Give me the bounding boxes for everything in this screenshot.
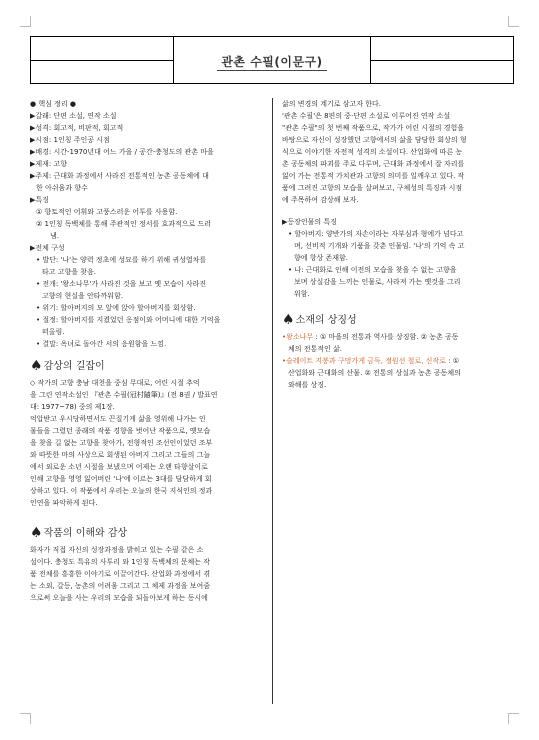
summary-structure-1-cont: 타고 고향을 찾음.	[42, 268, 97, 276]
summary-viewpoint: ▶시점: 1인칭 주인공 시점	[30, 136, 110, 144]
summary-subject: ▶제재: 고향	[30, 160, 68, 168]
header-table	[30, 36, 514, 84]
summary-structure-4-cont: 떠올림.	[42, 328, 65, 336]
symbol-desc-cont: 체의 전통적인 삶.	[288, 345, 343, 353]
summary-setting: ▶배경: 시간-1970년대 어느 가을 / 공간-충청도의 관촌 마을	[30, 148, 214, 156]
body-line: 에 주목하여 감상해 보자.	[282, 196, 359, 204]
header-cell-right-bottom	[371, 60, 514, 84]
summary-structure-2-cont: 고향의 현실을 안타까워함.	[42, 292, 124, 300]
body-line: 품 전체를 흥흥한 이야기로 이끌어간다. 산업화 과정에서 겪	[30, 570, 211, 578]
crop-mark-bottom-left	[20, 713, 31, 724]
characters-heading: ▶등장인물의 특징	[282, 218, 337, 226]
spade-icon: ♠	[282, 312, 295, 328]
body-line: 설이다. 충청도 특유의 사투리 와 1인칭 독백체의 문체는 작	[30, 558, 211, 566]
summary-heading: ● 핵심 정리 ●	[30, 100, 76, 108]
crop-mark-top-left	[20, 16, 31, 27]
body-line: 촌 공동체의 파괴를 주로 다루며, 근대화 과정에서 잘 자리를	[282, 160, 465, 168]
body-line: 을 찾을 길 없는 고향을 찾아가, 전형적인 조선인이었던 조부	[30, 439, 213, 447]
body-line: 식으로 이야기한 자전적 성격의 소설이다. 산업화에 따른 농	[282, 148, 463, 156]
body-line: "관촌 수필"의 첫 번째 작품으로, 작가가 어린 시절의 경험을	[282, 124, 464, 132]
summary-features-heading: ▶특징	[30, 196, 49, 204]
section-heading-understanding-text: 작품의 이해와 감상	[43, 528, 128, 539]
symbol-item-pine	[282, 331, 514, 343]
symbol-desc-cont: 산업화와 근대화의 산물. ② 전통의 상실과 농촌 공동체의	[288, 369, 461, 377]
crop-mark-top-right	[508, 16, 519, 27]
header-title-cell	[174, 37, 371, 84]
body-line: 는 소외, 갈등, 농촌의 어려움 그리고 그 체제 과정을 보여줌	[30, 582, 211, 590]
character-grandfather-cont: 향에 항상 존재함.	[294, 254, 349, 262]
spade-icon: ♠	[30, 358, 43, 374]
body-line: 억압받고 우시당하면서도 끈질기게 삶을 영위해 나가는 인	[30, 415, 206, 423]
body-line: 와 따뜻한 마의 사상으로 회생된 아버지 그리고 그들의 그늘	[30, 451, 211, 459]
header-cell-left-bottom	[31, 60, 174, 84]
spacer	[282, 206, 514, 216]
body-line: 화자가 직접 자신의 성장과정을 밝히고 있는 수필 같은 소	[30, 546, 204, 554]
summary-structure-4: • 절정: 할아버지를 지켰었던 옹점이와 어머니에 대한 기억을	[36, 316, 221, 324]
summary-character: ▶성격: 회고적, 비판적, 회고적	[30, 124, 124, 132]
section-heading-understanding	[30, 527, 268, 540]
character-narrator-cont: 보며 상실감을 느끼는 인물로, 사라져 가는 옛것을 그리	[294, 278, 461, 286]
right-column	[282, 98, 514, 704]
summary-feature-2-cont: 냄.	[50, 232, 59, 240]
header-cell-right-top	[371, 37, 514, 61]
section-heading-symbolism	[282, 314, 514, 327]
symbol-desc: : ①	[445, 357, 460, 365]
summary-block	[30, 98, 268, 350]
symbol-desc: : ① 마을의 전통과 역사를 상징함. ② 농촌 공동	[313, 333, 459, 341]
crop-mark-bottom-right	[508, 713, 519, 724]
body-line: 인해 고향을 영영 잃어버린 '나'에 이르는 3대를 담담하게 회	[30, 475, 212, 483]
section-heading-appreciation	[30, 360, 268, 373]
body-line: 을 그린 연작소설인 『관촌 수필(冠村隨筆)』(전 8권 / 발표연	[30, 391, 218, 399]
body-line: 바탕으로 자신이 성장했던 고향에서의 삶을 담담한 회상의 형	[282, 136, 467, 144]
summary-genre: ▶갈래: 단편 소설, 연작 소설	[30, 112, 117, 120]
body-line: 삶의 변경의 계기로 삼고자 한다.	[282, 100, 382, 108]
characters-list	[282, 228, 514, 300]
spade-icon: ♠	[30, 525, 43, 541]
character-narrator-cont: 워함.	[294, 290, 310, 298]
symbol-label: •왕소나무	[282, 333, 314, 341]
symbol-list	[282, 331, 514, 391]
body-line: 대: 1977~78) 중의 제1장.	[30, 403, 115, 411]
left-column	[30, 98, 273, 704]
page-title: 관촌 수필(이문구)	[217, 55, 326, 71]
summary-structure-1: • 발단: '나'는 양력 정초에 성묘를 하기 위해 귀성열차를	[36, 256, 207, 264]
summary-structure-heading: ▶전체 구성	[30, 244, 65, 252]
understanding-body	[30, 544, 268, 604]
symbol-item-modern	[282, 355, 514, 367]
body-line: 인연을 파악하게 된다.	[30, 499, 98, 507]
body-line: 잃어 가는 전통적 가치관과 고향의 의미를 일깨우고 있다. 작	[282, 172, 465, 180]
symbol-desc-cont: 와해를 상징.	[288, 381, 327, 389]
appreciation-body	[30, 377, 268, 509]
body-line: 으로써 오늘을 사는 우리의 모습을 되돌아보게 하는 동시에	[30, 594, 208, 602]
summary-structure-2: • 전개: '왕소나무'가 사라진 것을 보고 옛 모습이 사라진	[36, 280, 207, 288]
summary-feature-2: ② 1인칭 독백체를 통해 주관적인 정서를 효과적으로 드러	[36, 220, 212, 228]
summary-feature-1: ① 향토적인 어휘와 고풍스러운 어투를 사용함.	[36, 208, 178, 216]
character-grandfather: • 할아버지: 양반가의 자손이라는 자부심과 형에가 넘다고	[288, 230, 464, 238]
right-intro-body	[282, 98, 514, 206]
body-line: '관촌 수필'은 8편의 중·단편 소설로 이루어진 연작 소설	[282, 112, 451, 120]
character-grandfather-cont: 며, 선비적 기개와 기품을 갖춘 인물임. '나'의 기억 속 고	[294, 242, 465, 250]
body-line: 에서 외로운 소년 시절을 보냈으며 어제는 오랜 타향살이로	[30, 463, 208, 471]
header-cell-left	[31, 37, 174, 61]
summary-theme-cont: 한 아쉬움과 향수	[36, 184, 88, 192]
character-narrator: • 나: 근대화로 인해 이전의 모습을 찾을 수 없는 고향을	[288, 266, 457, 274]
summary-theme: ▶주제: 근대화 과정에서 사라진 전통적인 농촌 공동체에 대	[30, 172, 209, 180]
body-line: ◇ 작가의 고향 충남 대천을 중심 무대로, 어린 시절 추억	[30, 379, 200, 387]
symbol-label: •슬레이트 지붕과 구멍가게 금득, 정원선 철로, 신작로	[282, 357, 446, 365]
section-heading-symbolism-text: 소재의 상징성	[295, 315, 357, 326]
section-heading-appreciation-text: 감상의 길잡이	[43, 361, 105, 372]
summary-structure-3: • 위기: 할아버지의 모 앞에 앉아 할아버지를 회상함.	[36, 304, 196, 312]
body-line: 상하고 있다. 이 작품에서 우리는 오늘의 한국 지식인의 정과	[30, 487, 213, 495]
body-line: 물들을 그렸던 종래의 작품 경향을 벗어난 작품으로, 옛모습	[30, 427, 211, 435]
body-line: 품에 그려진 고향의 모습을 살펴보고, 구체성의 특징과 시점	[282, 184, 463, 192]
summary-structure-5: • 결말: 옥녀로 돌아간 서의 응원함을 느낌.	[36, 340, 167, 348]
